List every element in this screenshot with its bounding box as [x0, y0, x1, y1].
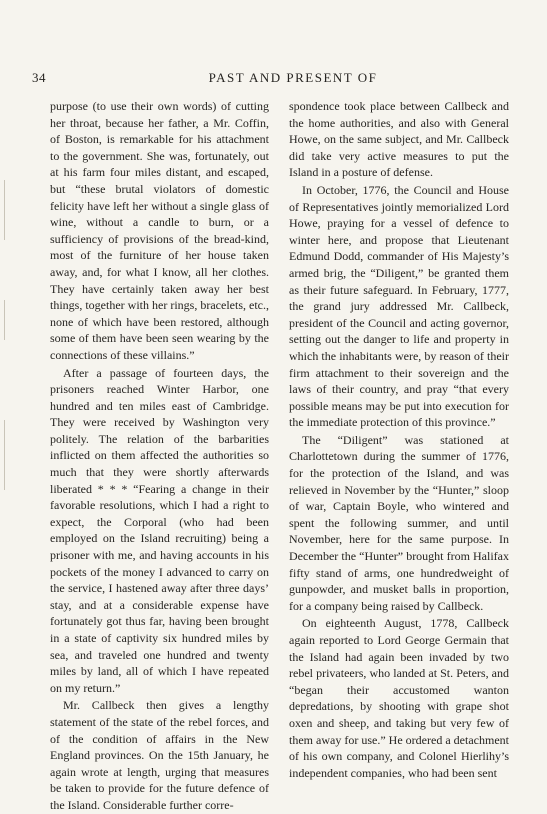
- paragraph: Mr. Callbeck then gives a lengthy statement of the state of the rebel forces, and of the condition of affairs in the New England provinces. On the 15th January, he again wrote at length, urging that measures be taken to provide for the future defence of the Island. Considerable further corre-: [50, 698, 269, 812]
- binding-edge: [4, 180, 5, 240]
- paragraph: On eighteenth August, 1778, Callbeck again reported to Lord George Germain that the Island had again been invaded by two rebel privateers, who landed at St. Peters, and “began their accustomed wanton depredations, by shooting with grape shot oxen and sheep, and taking but very few of them away for use.” He ordered a detachment of his own company, and Colonel Hierlihy’s independent companies, who had been sent: [289, 616, 509, 780]
- paragraph: After a passage of fourteen days, the prisoners reached Winter Harbor, one hundred and ten miles east of Cambridge. They were received by Washington very politely. The relation of the barbarities inflicted on them affected the authorities so much that they were shortly afterwards liberated * * * “Fearing a change in their favorable resolutions, which I had a right to expect, the Corporal (who had been employed on the Island recruiting) being a prisoner with me, and having accounts in his pockets of the money I advanced to carry on the service, I hastened away after three days’ stay, and at a considerable expense have fortunately got thus far, having been brought in a state of captivity six hundred miles by sea, and traveled one hundred and twenty miles by land, all of which I have repeated on my return.”: [50, 365, 269, 695]
- binding-edge: [4, 300, 5, 340]
- binding-edge: [4, 420, 5, 490]
- page-number: 34: [32, 70, 46, 85]
- left-column: [50, 98, 269, 814]
- paragraph: spondence took place between Callbeck and the home authorities, and also with General Howe, on the same subject, and Mr. Callbeck did take very active measures to put the Island in a posture of defense.: [289, 99, 509, 180]
- running-head: PAST AND PRESENT OF: [208, 70, 378, 85]
- page-header: [32, 70, 512, 86]
- paragraph: The “Diligent” was stationed at Charlottetown during the summer of 1776, for the protection of the Island, and was relieved in November by the “Hunter,” sloop of war, Captain Boyle, who wintered and spent the following summer, and until November, here for the same purpose. In December the “Hunter” brought from Halifax fifty stand of arms, one hundredweight of gunpowder, and musket balls in proportion, for a company being raised by Callbeck.: [289, 432, 509, 613]
- right-column: [289, 98, 509, 781]
- paragraph: In October, 1776, the Council and House of Representatives jointly memorialized Lord Howe, praying for a vessel of defence to winter here, and propose that Lieutenant Edmund Dodd, commander of His Majesty’s armed brig, the “Diligent,” be granted them as their future safeguard. In February, 1777, the grand jury addressed Mr. Callbeck, president of the Council and acting governor, setting out the danger to life and property in which the inhabitants were, by reason of their firm attachment to their sovereign and the laws of their country, and pray “that every possible means may be put into execution for the immediate protection of this province.”: [289, 182, 509, 430]
- paragraph: purpose (to use their own words) of cutting her throat, because her father, a Mr. Coffin, of Boston, is remarkable for his attachment to the government. She was, fortunately, out at his farm four miles distant, and escaped, but “these brutal violators of domestic felicity have left her without a single glass of wine, without a candle to burn, or a sufficiency of provisions of the bread-kind, most of the furniture of her house taken away, and, for what I know, all her clothes. They have certainly taken away her best things, together with her rings, bracelets, etc., none of which have been restored, although some of them have been seen wearing by the connections of these villains.”: [50, 99, 269, 362]
